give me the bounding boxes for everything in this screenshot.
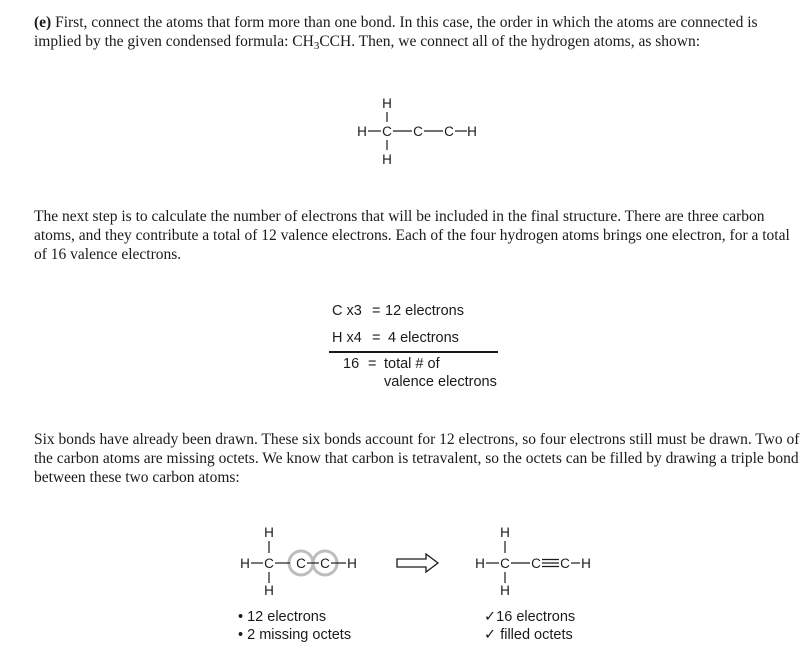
paragraph-text: First, connect the atoms that form more than one bond. In this case, the order in which the atoms are connected is implied by the given condensed formula: [34,14,758,50]
note-item: ✓16 electrons [484,609,576,625]
atom-h-top: H [382,96,392,111]
notes-after [484,608,575,644]
sum-divider [329,351,498,353]
atom-h-right: H [467,124,477,139]
paragraph-electron-count: The next step is to calculate the number of electrons that will be included in the final structure. There are three carbon atoms, and they contribute a total of 12 valence electrons. Each of the four hydrogen atoms brings one electron, for a total of 16 valence electrons. [34,208,790,263]
atom-carbon-3: C [320,556,330,571]
formula-ch: CH [292,33,314,50]
bullet-icon: • [238,609,244,625]
atom-carbon-2: C [296,556,306,571]
atom-carbon-2: C [413,124,423,139]
calc-total-label: 16 [343,356,360,372]
calc-total-eq: = [368,356,377,372]
atom-carbon-1: C [500,556,510,571]
formula-subscript: 3 [313,40,320,52]
atom-carbon-3: C [560,556,570,571]
atom-h-left: H [475,556,485,571]
calc-total-value-line1: total # of [384,356,440,372]
paragraph-text-end: . Then, we connect all of the hydrogen atoms, as shown: [351,33,701,50]
formula-cch: CCH [319,33,352,50]
calc-row2-label: H x4 [332,330,362,346]
reaction-arrow-icon [396,553,440,573]
atom-h-right: H [347,556,357,571]
bullet-icon: • [238,627,244,643]
note-item: • 2 missing octets [238,627,352,643]
paragraph-step-e [34,13,802,51]
atom-h-bottom: H [500,583,510,598]
atom-h-bottom: H [264,583,274,598]
skeletal-structure [340,90,500,175]
calc-row1-eq: = [372,303,381,319]
calc-row2-eq: = [372,330,381,346]
atom-h-right: H [581,556,591,571]
note-item: ✓ filled octets [484,627,573,643]
atom-h-top: H [500,525,510,540]
atom-carbon-2: C [531,556,541,571]
atom-h-bottom: H [382,152,392,167]
note-item: • 12 electrons [238,609,327,625]
atom-h-top: H [264,525,274,540]
calc-total-value-line2: valence electrons [384,374,497,390]
calc-row1-label: C x3 [332,303,362,319]
atom-carbon-1: C [382,124,392,139]
paragraph-triple-bond: Six bonds have already been drawn. These six bonds account for 12 electrons, so four electrons still must be drawn. Two of the carbon atoms are missing octets. We know that carbon is tetravalent, so the octets can be filled by drawing a triple bond between these two carbon atoms: [34,431,800,486]
calc-row2-value: 4 electrons [388,330,459,346]
structure-after [465,520,600,600]
atom-h-left: H [240,556,250,571]
notes-before [238,608,351,644]
step-label: (e) [34,14,52,31]
atom-h-left: H [357,124,367,139]
calc-row1-value: 12 electrons [385,303,464,319]
atom-carbon-1: C [264,556,274,571]
atom-carbon-3: C [444,124,454,139]
structure-before [230,520,375,600]
checkmark-icon: ✓ [484,609,497,625]
checkmark-icon: ✓ [484,627,497,643]
